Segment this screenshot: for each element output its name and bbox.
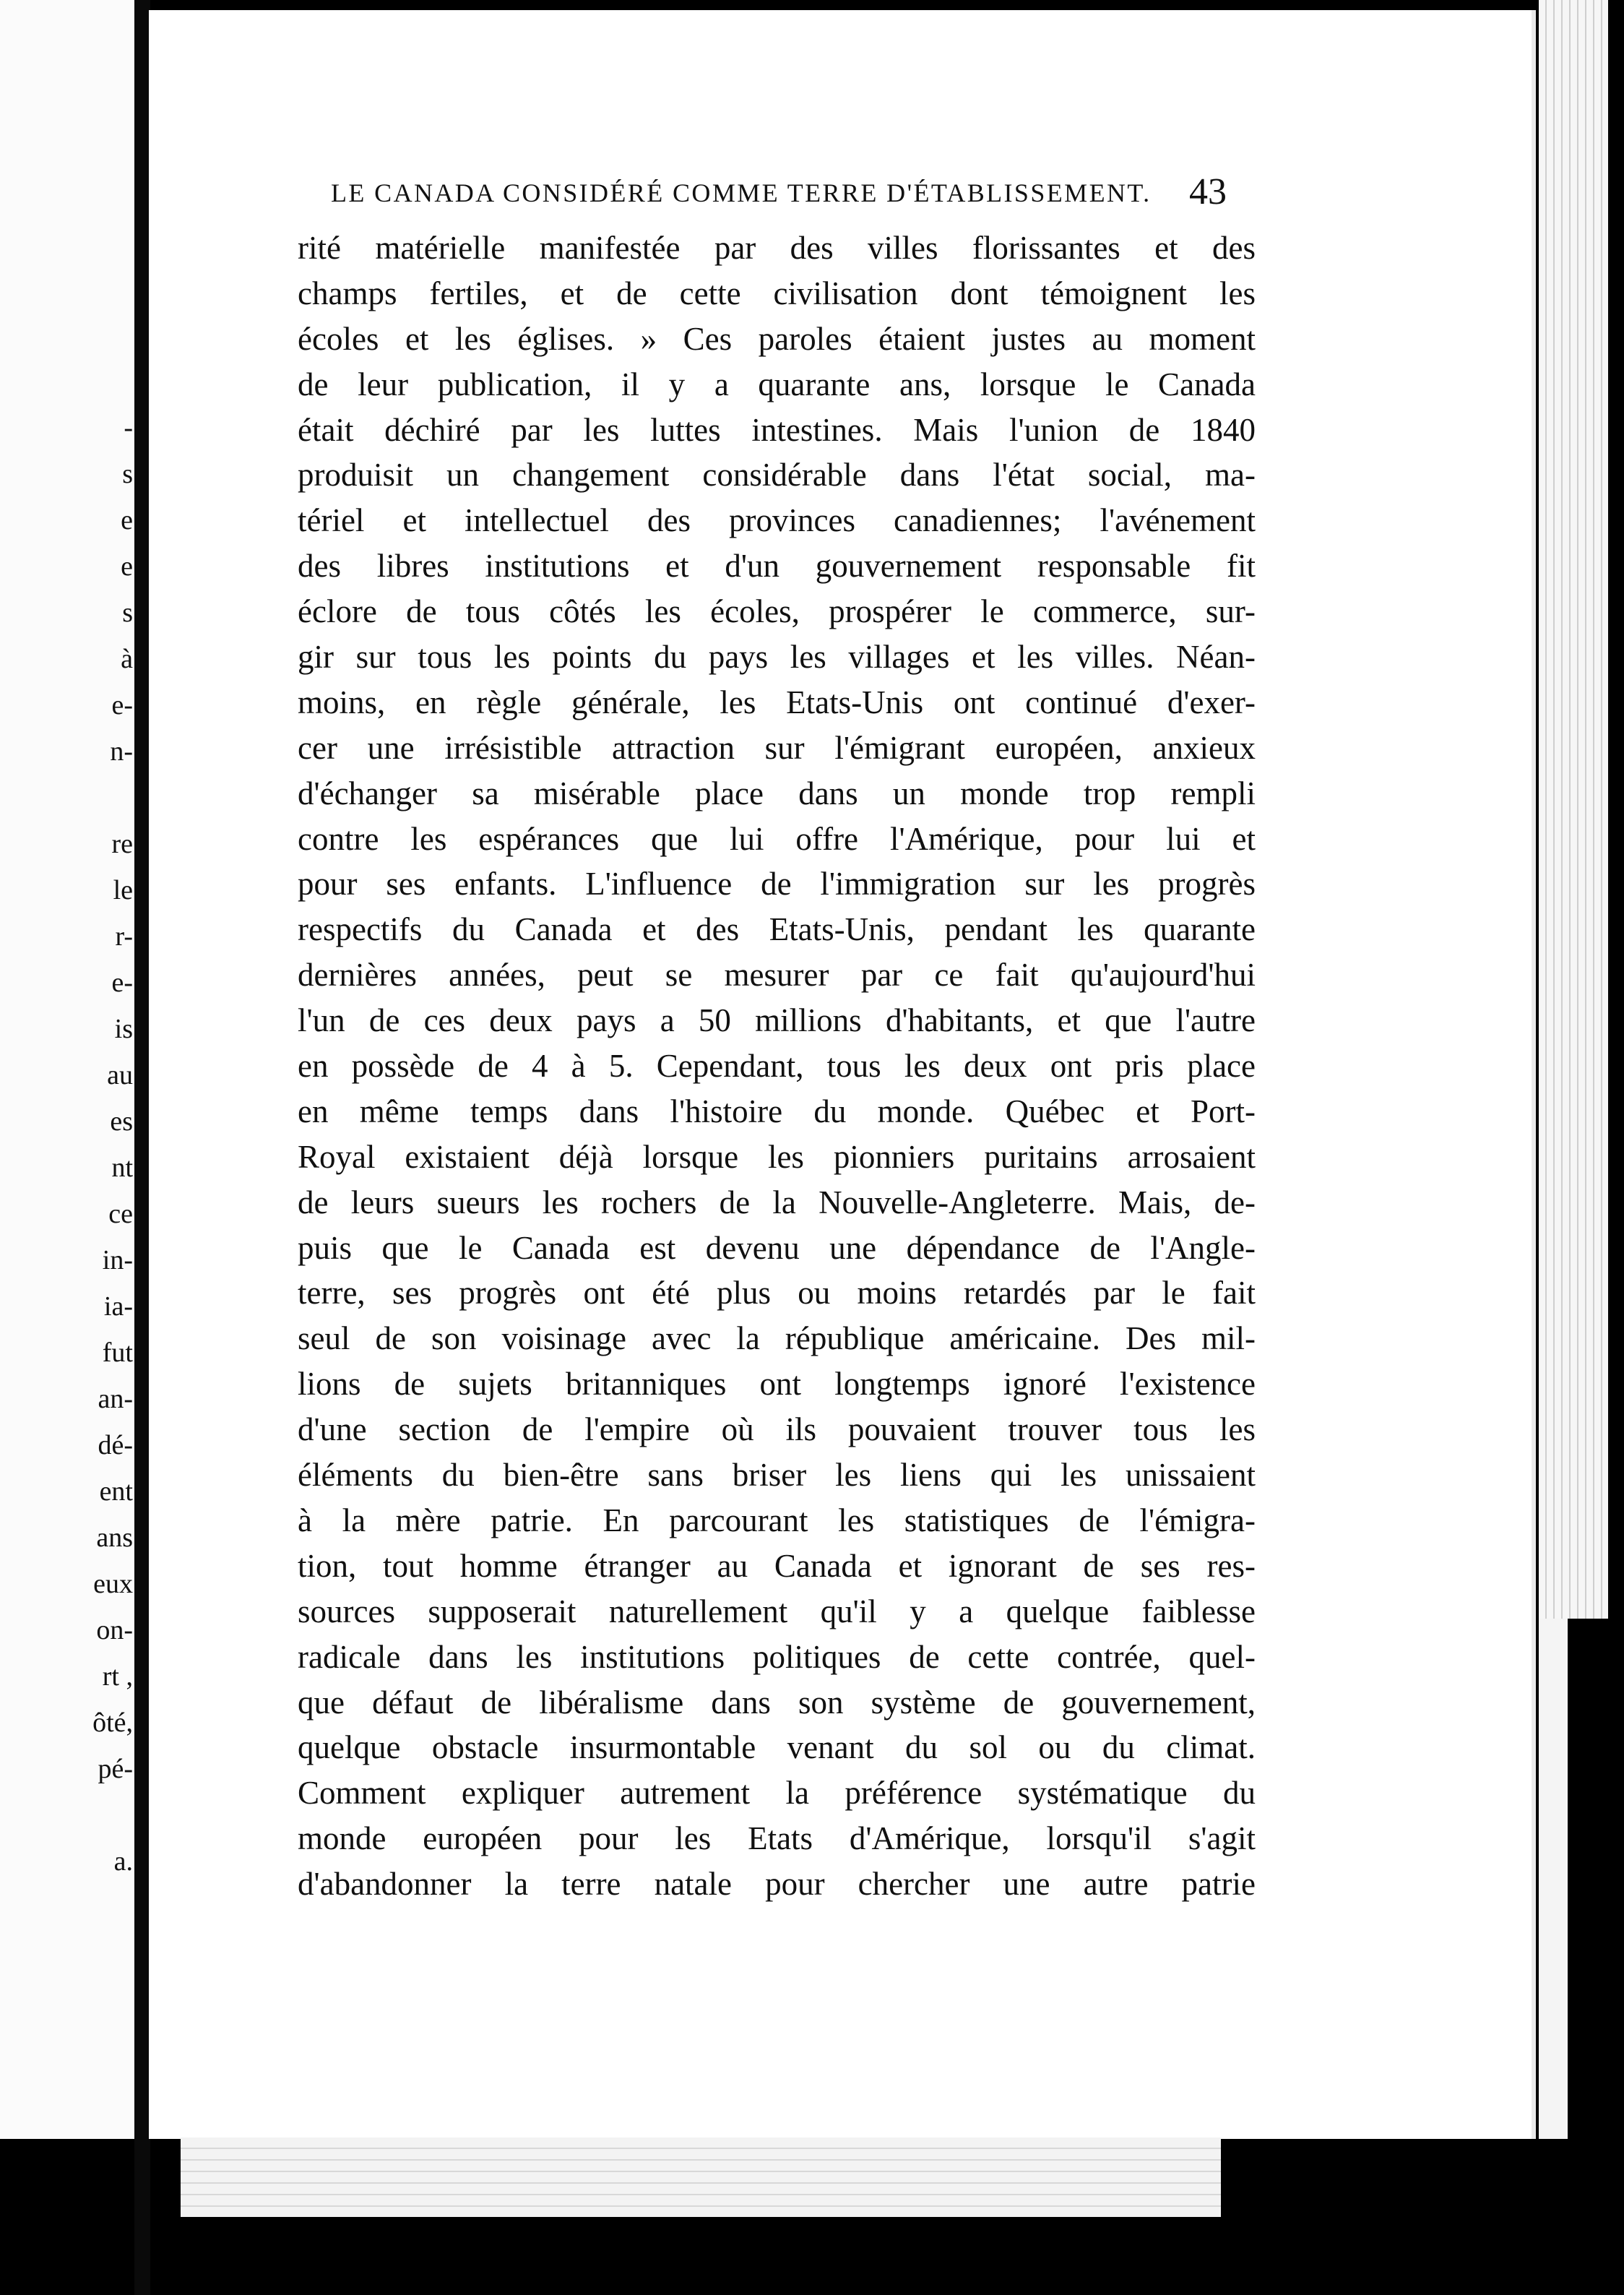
text-line: éléments du bien-être sans briser les liens qui les unissaient bbox=[298, 1457, 1256, 1494]
previous-page-fragment: e bbox=[121, 505, 133, 535]
text-line: produisit un changement considérable dans l'état social, ma- bbox=[298, 457, 1256, 494]
text-line: des libres institutions et d'un gouvernement responsable fit bbox=[298, 548, 1256, 585]
previous-page-fragment: fut bbox=[102, 1338, 133, 1368]
previous-page-fragment: le bbox=[113, 875, 133, 905]
previous-page-fragment: on- bbox=[96, 1615, 133, 1645]
previous-page-fragment: au bbox=[107, 1060, 133, 1090]
page-number: 43 bbox=[1189, 171, 1227, 212]
text-line: radicale dans les institutions politiques de cette contrée, quel- bbox=[298, 1638, 1256, 1675]
previous-page-line-fragments bbox=[0, 405, 134, 1885]
text-line: en possède de 4 à 5. Cependant, tous les deux ont pris place bbox=[298, 1048, 1256, 1085]
text-line: contre les espérances que lui offre l'Amérique, pour lui et bbox=[298, 820, 1256, 857]
previous-page-fragment: r- bbox=[115, 921, 133, 952]
previous-page-fragment: ce bbox=[108, 1199, 133, 1229]
previous-page-fragment: e- bbox=[111, 690, 133, 720]
text-line: d'abandonner la terre natale pour chercher une autre patrie bbox=[298, 1866, 1256, 1903]
previous-page-fragment: rt , bbox=[102, 1661, 133, 1692]
previous-page-fragment: dé- bbox=[98, 1430, 133, 1460]
text-line: moins, en règle générale, les Etats-Unis ont continué d'exer- bbox=[298, 684, 1256, 720]
text-line: en même temps dans l'histoire du monde. Québec et Port- bbox=[298, 1093, 1256, 1129]
text-line: d'une section de l'empire où ils pouvaient trouver tous les bbox=[298, 1411, 1256, 1448]
text-line: champs fertiles, et de cette civilisation dont témoignent les bbox=[298, 275, 1256, 311]
stacked-page-edges-lower bbox=[1539, 1619, 1568, 2139]
previous-page-fragment: nt bbox=[111, 1153, 133, 1183]
previous-page-fragment: ent bbox=[99, 1476, 133, 1507]
previous-page-fragment: an- bbox=[98, 1384, 133, 1414]
previous-page-fragment: eux bbox=[93, 1569, 133, 1599]
running-head bbox=[331, 171, 1244, 214]
text-line: monde européen pour les Etats d'Amérique, lorsqu'il s'agit bbox=[298, 1820, 1256, 1857]
text-line: d'échanger sa misérable place dans un monde trop rempli bbox=[298, 775, 1256, 811]
previous-page-fragment: s bbox=[122, 598, 133, 628]
text-line: cer une irrésistible attraction sur l'émigrant européen, anxieux bbox=[298, 729, 1256, 766]
text-line: de leurs sueurs les rochers de la Nouvelle-Angleterre. Mais, de- bbox=[298, 1184, 1256, 1220]
text-line: gir sur tous les points du pays les villages et les villes. Néan- bbox=[298, 639, 1256, 676]
previous-page-fragment: - bbox=[124, 413, 133, 443]
previous-page-fragment: ia- bbox=[103, 1291, 133, 1322]
text-line: tion, tout homme étranger au Canada et ignorant de ses res- bbox=[298, 1547, 1256, 1584]
previous-page-fragment: ans bbox=[96, 1523, 133, 1553]
previous-page-fragment bbox=[0, 1792, 134, 1838]
text-line: pour ses enfants. L'influence de l'immigration sur les progrès bbox=[298, 866, 1256, 903]
bottom-page-stack bbox=[181, 2137, 1221, 2217]
previous-page-fragment: re bbox=[111, 829, 133, 859]
previous-page-fragment: e bbox=[121, 551, 133, 582]
text-line: respectifs du Canada et des Etats-Unis, pendant les quarante bbox=[298, 911, 1256, 948]
previous-page-fragment: is bbox=[114, 1014, 133, 1044]
text-line: éclore de tous côtés les écoles, prospérer le commerce, sur- bbox=[298, 593, 1256, 630]
previous-page-fragment: à bbox=[121, 644, 133, 674]
text-line: écoles et les églises. » Ces paroles étaient justes au moment bbox=[298, 320, 1256, 357]
book-gutter bbox=[134, 0, 150, 2295]
stacked-page-edges bbox=[1539, 0, 1608, 1619]
text-line: sources supposerait naturellement qu'il y a quelque faiblesse bbox=[298, 1593, 1256, 1629]
previous-page-fragment: s bbox=[122, 459, 133, 489]
text-line: terre, ses progrès ont été plus ou moins retardés par le fait bbox=[298, 1275, 1256, 1312]
previous-page-fragment: in- bbox=[102, 1245, 133, 1275]
previous-page-fragment: es bbox=[110, 1106, 133, 1137]
text-line: Comment expliquer autrement la préférence systématique du bbox=[298, 1775, 1256, 1812]
text-line: de leur publication, il y a quarante ans, lorsque le Canada bbox=[298, 366, 1256, 402]
text-line: Royal existaient déjà lorsque les pionniers puritains arrosaient bbox=[298, 1138, 1256, 1175]
text-line: lions de sujets britanniques ont longtemps ignoré l'existence bbox=[298, 1366, 1256, 1403]
text-line: que défaut de libéralisme dans son système de gouvernement, bbox=[298, 1684, 1256, 1721]
previous-page-edge bbox=[0, 0, 134, 2139]
previous-page-fragment bbox=[0, 775, 134, 821]
text-line: à la mère patrie. En parcourant les statistiques de l'émigra- bbox=[298, 1502, 1256, 1538]
text-line: rité matérielle manifestée par des villes florissantes et des bbox=[298, 230, 1256, 266]
body-text bbox=[298, 225, 1256, 1907]
previous-page-fragment: pé- bbox=[98, 1754, 133, 1784]
text-line: quelque obstacle insurmontable venant du sol ou du climat. bbox=[298, 1729, 1256, 1766]
previous-page-fragment: ôté, bbox=[92, 1708, 133, 1738]
text-line: l'un de ces deux pays a 50 millions d'habitants, et que l'autre bbox=[298, 1002, 1256, 1039]
previous-page-fragment: a. bbox=[113, 1846, 133, 1877]
text-line: puis que le Canada est devenu une dépendance de l'Angle- bbox=[298, 1229, 1256, 1266]
text-line: seul de son voisinage avec la république américaine. Des mil- bbox=[298, 1320, 1256, 1357]
running-title: LE CANADA CONSIDÉRÉ COMME TERRE D'ÉTABLISSEMENT. bbox=[331, 178, 1152, 207]
text-line: était déchiré par les luttes intestines. Mais l'union de 1840 bbox=[298, 411, 1256, 448]
previous-page-fragment: n- bbox=[110, 736, 133, 767]
previous-page-fragment: e- bbox=[111, 968, 133, 998]
text-line: tériel et intellectuel des provinces canadiennes; l'avénement bbox=[298, 502, 1256, 539]
text-line: dernières années, peut se mesurer par ce fait qu'aujourd'hui bbox=[298, 957, 1256, 994]
